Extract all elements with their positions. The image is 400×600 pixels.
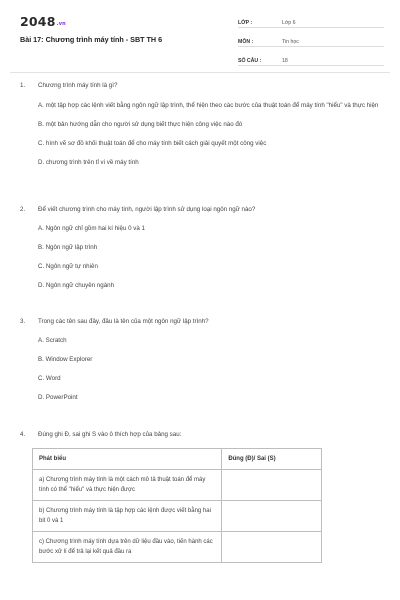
page-header bbox=[0, 0, 400, 64]
option-c[interactable]: C. Word bbox=[38, 375, 61, 382]
option-c[interactable]: C. hình vẽ sơ đồ khối thuật toán để cho máy tính biết cách giải quyết một công việc bbox=[38, 140, 267, 147]
statement-cell: c) Chương trình máy tính dựa trên dữ liệu đầu vào, tiến hành các bước xử lí để trả lại kết quả đầu ra bbox=[33, 532, 222, 563]
meta-row-grade bbox=[238, 14, 384, 28]
question-number: 2. bbox=[20, 206, 26, 213]
question-text: Đúng ghi Đ, sai ghi S vào ô thích hợp của bảng sau: bbox=[38, 431, 182, 438]
meta-row-count bbox=[238, 52, 384, 66]
question-3 bbox=[20, 318, 380, 412]
answer-cell[interactable] bbox=[222, 501, 322, 532]
option-d[interactable]: D. Ngôn ngữ chuyên ngành bbox=[38, 282, 115, 289]
table-header-answer: Đúng (Đ)/ Sai (S) bbox=[222, 449, 322, 470]
table-header-statement: Phát biểu bbox=[33, 449, 222, 470]
option-a[interactable]: A. Scratch bbox=[38, 337, 67, 344]
question-number: 4. bbox=[20, 431, 26, 438]
logo-text: 2048 bbox=[20, 14, 56, 29]
meta-value: 18 bbox=[282, 58, 288, 64]
question-stem bbox=[20, 431, 380, 438]
option-d[interactable]: D. chương trình trên tỉ vi về máy tính bbox=[38, 159, 139, 166]
table-row bbox=[33, 532, 322, 563]
answer-cell[interactable] bbox=[222, 532, 322, 563]
question-stem bbox=[20, 206, 380, 213]
question-1 bbox=[20, 82, 380, 177]
site-logo[interactable] bbox=[20, 14, 66, 29]
question-text: Chương trình máy tính là gì? bbox=[38, 82, 118, 89]
option-b[interactable]: B. một bản hướng dẫn cho người sử dụng biết thực hiện công việc nào đó bbox=[38, 121, 243, 128]
question-stem bbox=[20, 82, 380, 89]
question-text: Trong các tên sau đây, đâu là tên của một ngôn ngữ lập trình? bbox=[38, 318, 209, 325]
question-2 bbox=[20, 206, 380, 300]
meta-row-subject bbox=[238, 33, 384, 47]
table-row bbox=[33, 470, 322, 501]
option-b[interactable]: B. Window Explorer bbox=[38, 356, 93, 363]
option-b[interactable]: B. Ngôn ngữ lập trình bbox=[38, 244, 98, 251]
true-false-table bbox=[32, 448, 322, 563]
option-a[interactable]: A. một tập hợp các lệnh viết bằng ngôn ngữ lập trình, thể hiện theo các bước của thuật toán để máy tính "hiểu" và thực hiện bbox=[38, 102, 379, 109]
option-c[interactable]: C. Ngôn ngữ tự nhiên bbox=[38, 263, 98, 270]
meta-label: SỐ CÂU : bbox=[238, 58, 262, 64]
meta-panel bbox=[238, 14, 384, 71]
meta-label: LỚP : bbox=[238, 20, 253, 26]
header-divider bbox=[10, 72, 390, 73]
option-a[interactable]: A. Ngôn ngữ chỉ gồm hai kí hiệu 0 và 1 bbox=[38, 225, 145, 232]
question-number: 3. bbox=[20, 318, 26, 325]
logo-suffix: .vn bbox=[56, 21, 66, 27]
question-4 bbox=[20, 431, 380, 563]
answer-cell[interactable] bbox=[222, 470, 322, 501]
meta-label: MÔN : bbox=[238, 39, 254, 45]
meta-value: Tin học bbox=[282, 39, 299, 45]
question-number: 1. bbox=[20, 82, 26, 89]
meta-value: Lớp 6 bbox=[282, 20, 296, 26]
table-header-row bbox=[33, 449, 322, 470]
statement-cell: b) Chương trình máy tính là tập hợp các lệnh được viết bằng hai bit 0 và 1 bbox=[33, 501, 222, 532]
statement-cell: a) Chương trình máy tính là một cách mô tả thuật toán để máy tính có thể "hiểu" và thực hiện được bbox=[33, 470, 222, 501]
table-row bbox=[33, 501, 322, 532]
option-d[interactable]: D. PowerPoint bbox=[38, 394, 78, 401]
question-text: Để viết chương trình cho máy tính, người lập trình sử dụng loại ngôn ngữ nào? bbox=[38, 206, 256, 213]
page-title: Bài 17: Chương trình máy tính - SBT TH 6 bbox=[20, 35, 163, 44]
question-stem bbox=[20, 318, 380, 325]
